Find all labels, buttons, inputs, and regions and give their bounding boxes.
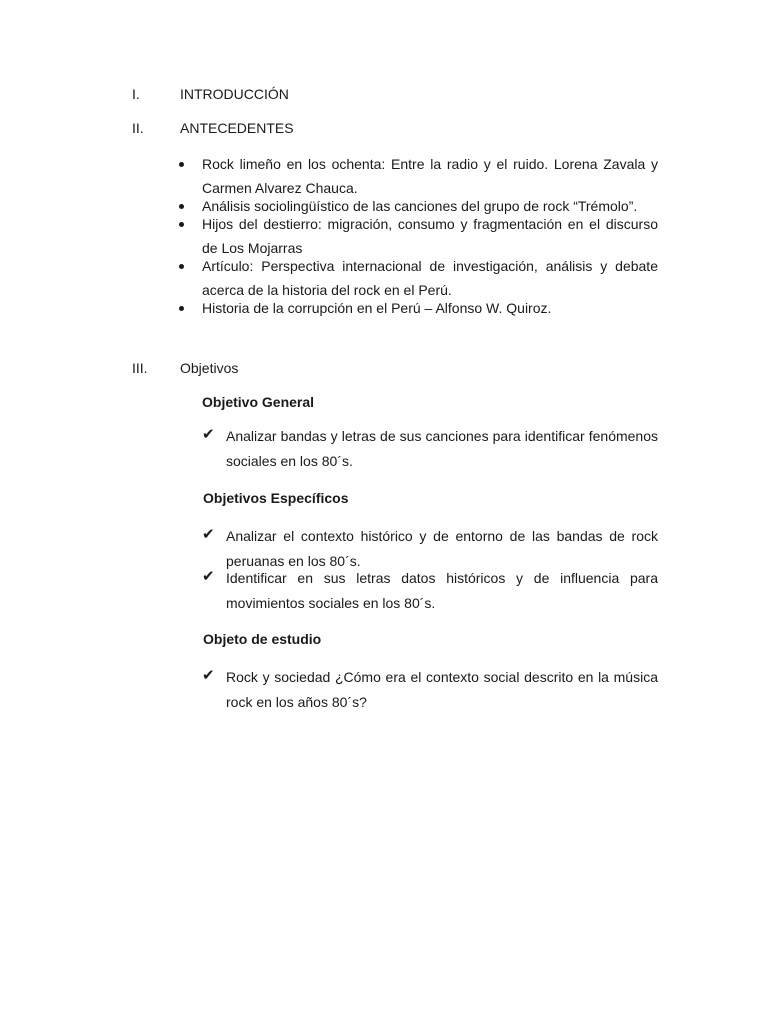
- section-number: II.: [132, 120, 144, 136]
- check-item-text: Rock y sociedad ¿Cómo era el contexto social descrito en la música rock en los años 80´s?: [226, 669, 658, 710]
- section-title: INTRODUCCIÓN: [180, 86, 289, 102]
- section-title: ANTECEDENTES: [180, 120, 294, 136]
- list-item: [178, 152, 658, 200]
- check-item: [202, 424, 658, 474]
- section-number: III.: [132, 360, 148, 376]
- list-item: [178, 296, 658, 320]
- section-title: Objetivos: [180, 360, 239, 376]
- check-item: [202, 665, 658, 715]
- check-item-text: Analizar el contexto histórico y de entorno de las bandas de rock peruanas en los 80´s.: [226, 528, 658, 569]
- bullet-icon: [179, 264, 184, 269]
- list-item-text: Artículo: Perspectiva internacional de investigación, análisis y debate acerca de la historia del rock en el Perú.: [202, 258, 658, 298]
- check-item-text: Analizar bandas y letras de sus canciones para identificar fenómenos sociales en los 80´s.: [226, 428, 658, 469]
- list-item-text: Rock limeño en los ochenta: Entre la radio y el ruido. Lorena Zavala y Carmen Alvarez Chauca.: [202, 156, 658, 196]
- checkmark-icon: ✔: [202, 526, 215, 543]
- check-item-text: Identificar en sus letras datos históricos y de influencia para movimientos sociales en los 80´s.: [226, 570, 658, 611]
- list-item-text: Hijos del destierro: migración, consumo y fragmentación en el discurso de Los Mojarras: [202, 216, 658, 256]
- list-item: [178, 254, 658, 302]
- checkmark-icon: ✔: [202, 568, 215, 585]
- antecedentes-list: [178, 152, 658, 314]
- objetivo-general-heading: Objetivo General: [202, 394, 315, 410]
- list-item-text: Historia de la corrupción en el Perú – Alfonso W. Quiroz.: [202, 300, 552, 316]
- bullet-icon: [179, 222, 184, 227]
- objeto-estudio-heading: Objeto de estudio: [203, 631, 322, 647]
- check-item: [202, 566, 658, 616]
- objetivos-especificos-heading: Objetivos Específicos: [203, 490, 349, 506]
- section-number: I.: [132, 86, 140, 102]
- bullet-icon: [179, 162, 184, 167]
- list-item: [178, 212, 658, 260]
- bullet-icon: [179, 306, 184, 311]
- checkmark-icon: ✔: [202, 667, 215, 684]
- bullet-icon: [179, 204, 184, 209]
- list-item-text: Análisis sociolingüístico de las canciones del grupo de rock “Trémolo”.: [202, 198, 638, 214]
- checkmark-icon: ✔: [202, 426, 215, 443]
